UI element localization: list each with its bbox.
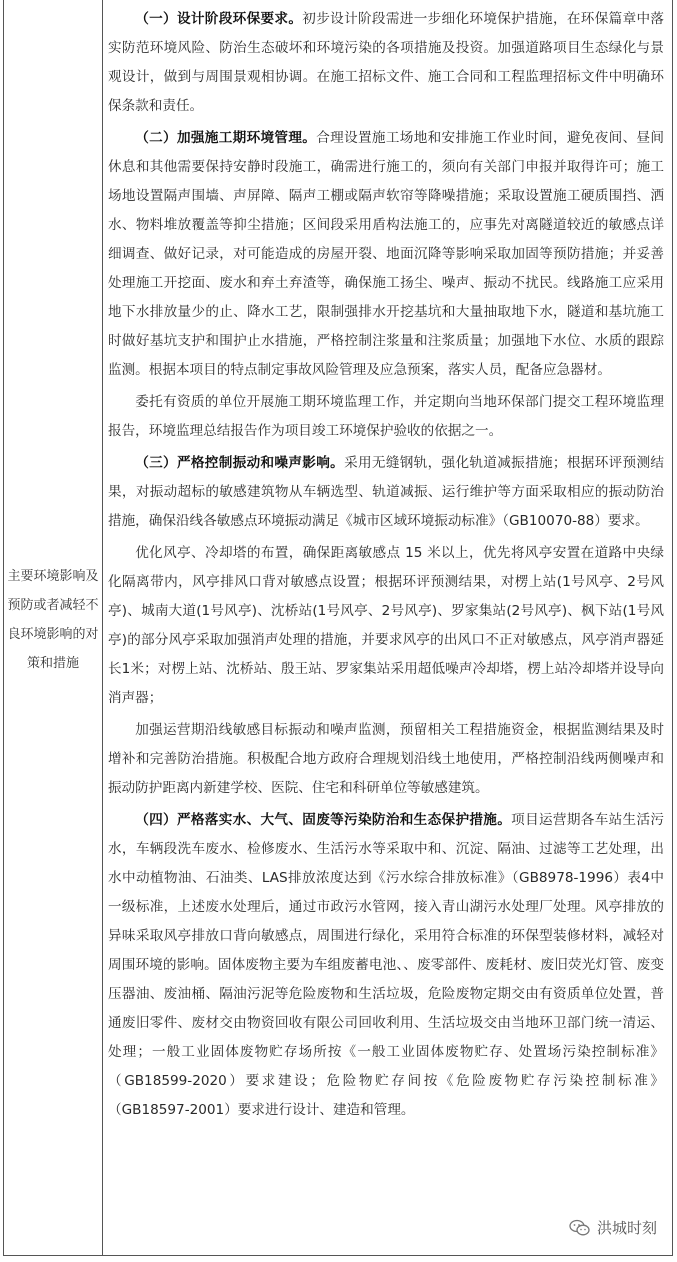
section-paragraph: [108, 539, 664, 713]
section-paragraph: [108, 716, 664, 803]
row-label: 主要环境影响及预防或者减轻不良环境影响的对策和措施: [7, 569, 99, 671]
measures-content: [108, 5, 664, 1128]
section-text: 优化风亭、冷却塔的布置，确保距离敏感点 15 米以上，优先将风亭安置在道路中央绿化隔离带内，风亭排风口背对敏感点设置；根据环评预测结果，对楞上站(1号风亭、2号风亭)、城南大道(1号风亭)、沈桥站(1号风亭、2号风亭)、罗家集站(2号风亭)、枫下站(1号风亭)的部分风亭采取加强消声处理的措施，并要求风亭的出风口不正对敏感点，风亭消声器延长1米；对楞上站、沈桥站、殷王站、罗家集站采用超低噪声冷却塔，楞上站冷却塔并设导向消声器；: [108, 545, 664, 706]
section-heading: （四）严格落实水、大气、固废等污染防治和生态保护措施。: [135, 812, 512, 828]
section-text: 初步设计阶段需进一步细化环境保护措施，在环保篇章中落实防范环境风险、防治生态破坏和环境污染的各项措施及投资。加强道路项目生态绿化与景观设计，做到与周围景观相协调。在施工招标文件、施工合同和工程监理招标文件中明确环保条款和责任。: [108, 11, 665, 114]
watermark-text: 洪城时刻: [596, 1219, 657, 1237]
section-paragraph: [108, 388, 664, 446]
section-paragraph: [108, 124, 664, 385]
section-text: 项目运营期各车站生活污水，车辆段洗车废水、检修废水、生活污水等采取中和、沉淀、隔油、过滤等工艺处理，出水中动植物油、石油类、LAS排放浓度达到《污水综合排放标准》（GB8978-1996）表4中一级标准，上述废水处理后，通过市政污水管网，接入青山湖污水处理厂处理。风亭排放的异味采取风亭排放口背向敏感点，周围进行绿化，采用符合标准的环保型装修材料，减轻对周围环境的影响。固体废物主要为车组废蓄电池、、废零部件、废耗材、废旧荧光灯管、废变压器油、废油桶、隔油污泥等危险废物和生活垃圾，危险废物定期交由有资质单位处置，普通废旧零件、废材交由物资回收有限公司回收利用、生活垃圾交由当地环卫部门统一清运、处理；一般工业固体废物贮存场所按《一般工业固体废物贮存、处置场污染控制标准》（GB18599-2020）要求建设；危险物贮存间按《危险废物贮存污染控制标准》（GB18597-2001）要求进行设计、建造和管理。: [108, 812, 664, 1118]
section-paragraph: [108, 5, 664, 121]
section-text: 加强运营期沿线敏感目标振动和噪声监测，预留相关工程措施资金，根据监测结果及时增补和完善防治措施。积极配合地方政府合理规划沿线土地使用，严格控制沿线两侧噪声和振动防护距离内新建学校、医院、住宅和科研单位等敏感建筑。: [108, 722, 664, 796]
wechat-icon: [569, 1219, 591, 1237]
section-heading: （三）严格控制振动和噪声影响。: [135, 455, 345, 471]
section-paragraph: [108, 806, 664, 1125]
section-text: 委托有资质的单位开展施工期环境监理工作，并定期向当地环保部门提交工程环境监理报告，环境监理总结报告作为项目竣工环境保护验收的依据之一。: [108, 394, 664, 439]
section-heading: （一）设计阶段环保要求。: [135, 11, 303, 27]
watermark: [569, 1217, 657, 1238]
section-paragraph: [108, 449, 664, 536]
section-text: 采用无缝钢轨，强化轨道减振措施；根据环评预测结果，对振动超标的敏感建筑物从车辆选型、轨道减振、运行维护等方面采取相应的振动防治措施，确保沿线各敏感点环境振动满足《城市区域环境振动标准》（GB10070-88）要求。: [108, 455, 665, 529]
section-heading: （二）加强施工期环境管理。: [135, 130, 317, 146]
column-divider: [102, 0, 103, 1256]
section-text: 合理设置施工场地和安排施工作业时间，避免夜间、昼间休息和其他需要保持安静时段施工，确需进行施工的，须向有关部门申报并取得许可；施工场地设置隔声围墙、声屏障、隔声工棚或隔声软帘等降噪措施；采取设置施工硬质围挡、洒水、物料堆放覆盖等抑尘措施；区间段采用盾构法施工的，应事先对离隧道较近的敏感点详细调查、做好记录，对可能造成的房屋开裂、地面沉降等影响采取加固等预防措施；并妥善处理施工开挖面、废水和弃土弃渣等，确保施工扬尘、噪声、振动不扰民。线路施工应采用地下水排放量少的止、降水工艺，限制强排水开挖基坑和大量抽取地下水，隧道和基坑施工时做好基坑支护和围护止水措施，严格控制注浆量和注浆质量；加强地下水位、水质的跟踪监测。根据本项目的特点制定事故风险管理及应急预案，落实人员，配备应急器材。: [108, 130, 665, 378]
